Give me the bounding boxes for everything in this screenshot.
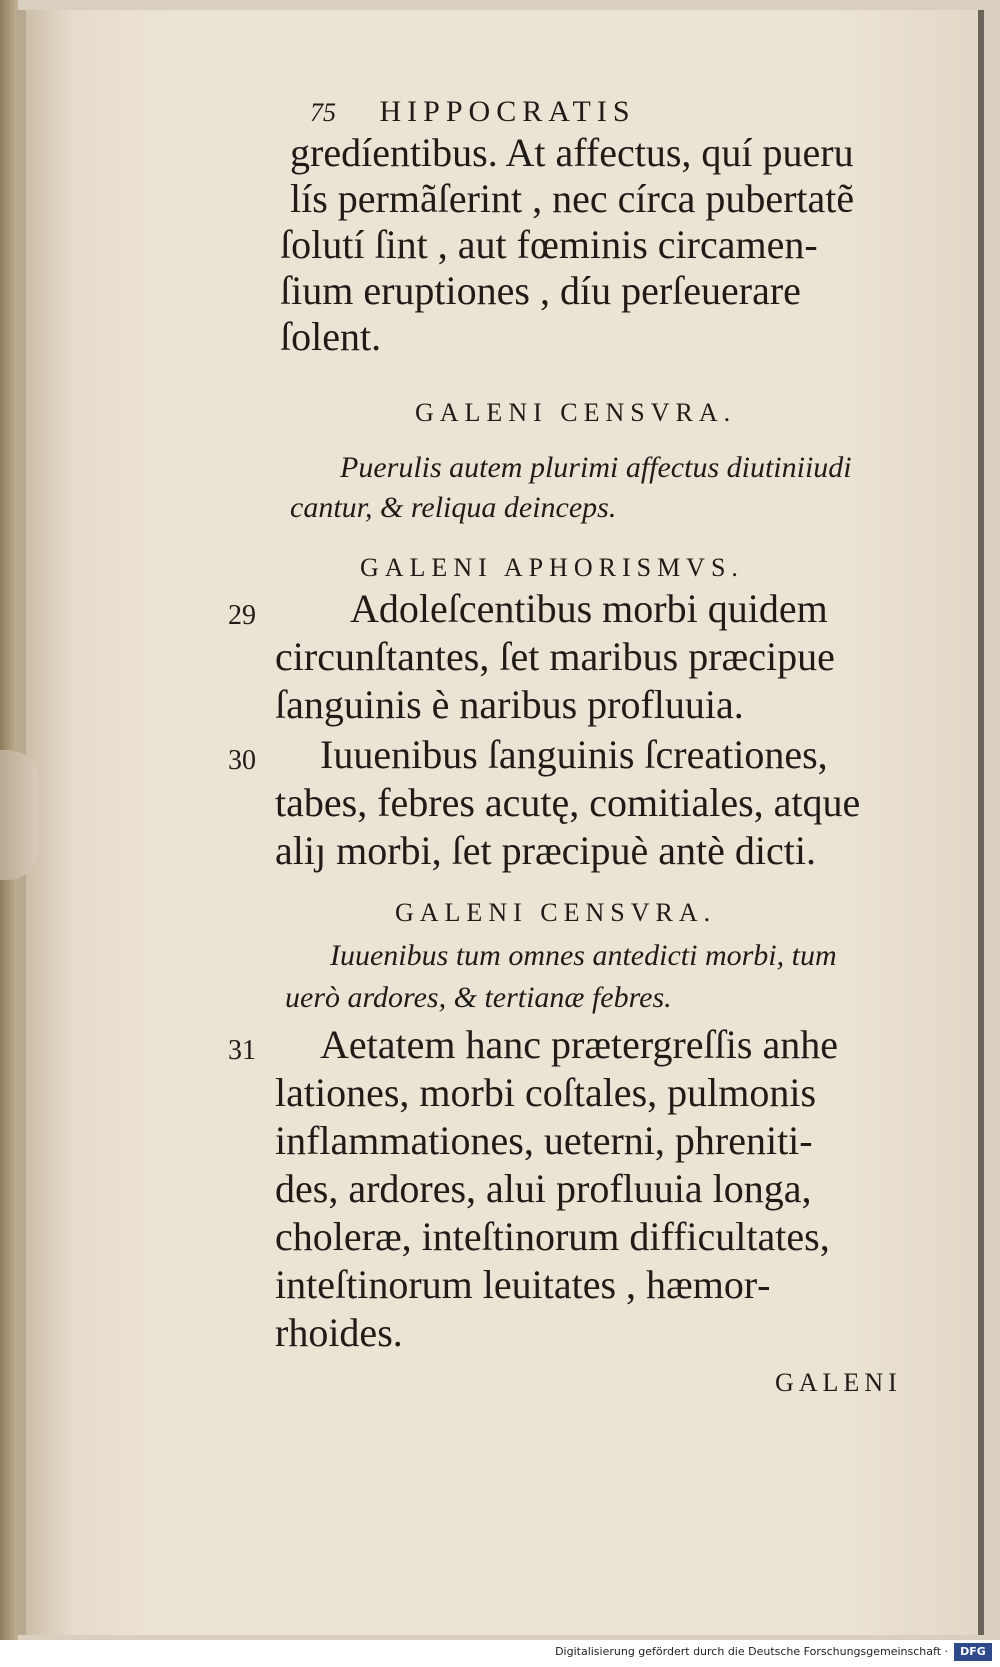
text-line: Iuuenibus ſanguinis ſcreationes, bbox=[320, 732, 828, 777]
text-line: ſium eruptiones , díu perſeuerare bbox=[280, 268, 801, 313]
running-header bbox=[310, 95, 830, 135]
page-tab-shadow bbox=[0, 750, 38, 880]
commentary-line: Puerulis autem plurimi affectus diutiniiudi bbox=[340, 451, 852, 484]
commentary-line: Iuuenibus tum omnes antedicti morbi, tum bbox=[330, 939, 837, 972]
text-line: ſolent. bbox=[280, 314, 382, 359]
aphorism-number: 31 bbox=[228, 1035, 256, 1066]
digitization-footer bbox=[0, 1640, 1000, 1667]
text-line: choleræ, inteſtinorum difficultates, bbox=[275, 1214, 830, 1259]
text-line: Adoleſcentibus morbi quidem bbox=[350, 586, 828, 631]
text-line: ſolutí ſint , aut fœminis circamen‑ bbox=[280, 222, 818, 267]
funding-credit: Digitalisierung gefördert durch die Deutsche Forschungsgemeinschaft · bbox=[555, 1645, 948, 1658]
text-line: inteſtinorum leuitates , hæmor‑ bbox=[275, 1262, 771, 1307]
text-line: ſanguinis è naribus profluuia. bbox=[275, 682, 744, 727]
text-line: inflammationes, ueterni, phreniti‑ bbox=[275, 1118, 813, 1163]
commentary-line: uerò ardores, & tertianæ febres. bbox=[285, 981, 672, 1014]
text-line: Aetatem hanc prætergreſſis anhe bbox=[320, 1022, 838, 1067]
text-line: circunſtantes, ſet maribus præcipue bbox=[275, 634, 835, 679]
text-line: lís permãſerint , nec círca pubertatẽ bbox=[290, 176, 855, 221]
aphorism-number: 30 bbox=[228, 745, 256, 776]
aphorism-number: 29 bbox=[228, 600, 256, 631]
catchword: GALENI bbox=[775, 1368, 902, 1397]
page-number: 75 bbox=[310, 98, 336, 127]
section-heading: GALENI CENSVRA. bbox=[415, 398, 737, 427]
dfg-logo: DFG bbox=[954, 1643, 992, 1661]
running-title: HIPPOCRATIS bbox=[379, 95, 636, 128]
text-line: lationes, morbi coſtales, pulmonis bbox=[275, 1070, 817, 1115]
section-heading: GALENI APHORISMVS. bbox=[360, 553, 744, 582]
text-line: gredíentibus. At affectus, quí pueru bbox=[290, 130, 854, 175]
commentary-line: cantur, & reliqua deinceps. bbox=[290, 491, 617, 524]
text-line: aliȷ morbi, ſet præcipuè antè dicti. bbox=[275, 828, 816, 873]
section-heading: GALENI CENSVRA. bbox=[395, 898, 717, 927]
text-line: rhoides. bbox=[275, 1310, 403, 1355]
text-line: des, ardores, alui profluuia longa, bbox=[275, 1166, 812, 1211]
text-line: tabes, febres acutę, comitiales, atque bbox=[275, 780, 861, 825]
